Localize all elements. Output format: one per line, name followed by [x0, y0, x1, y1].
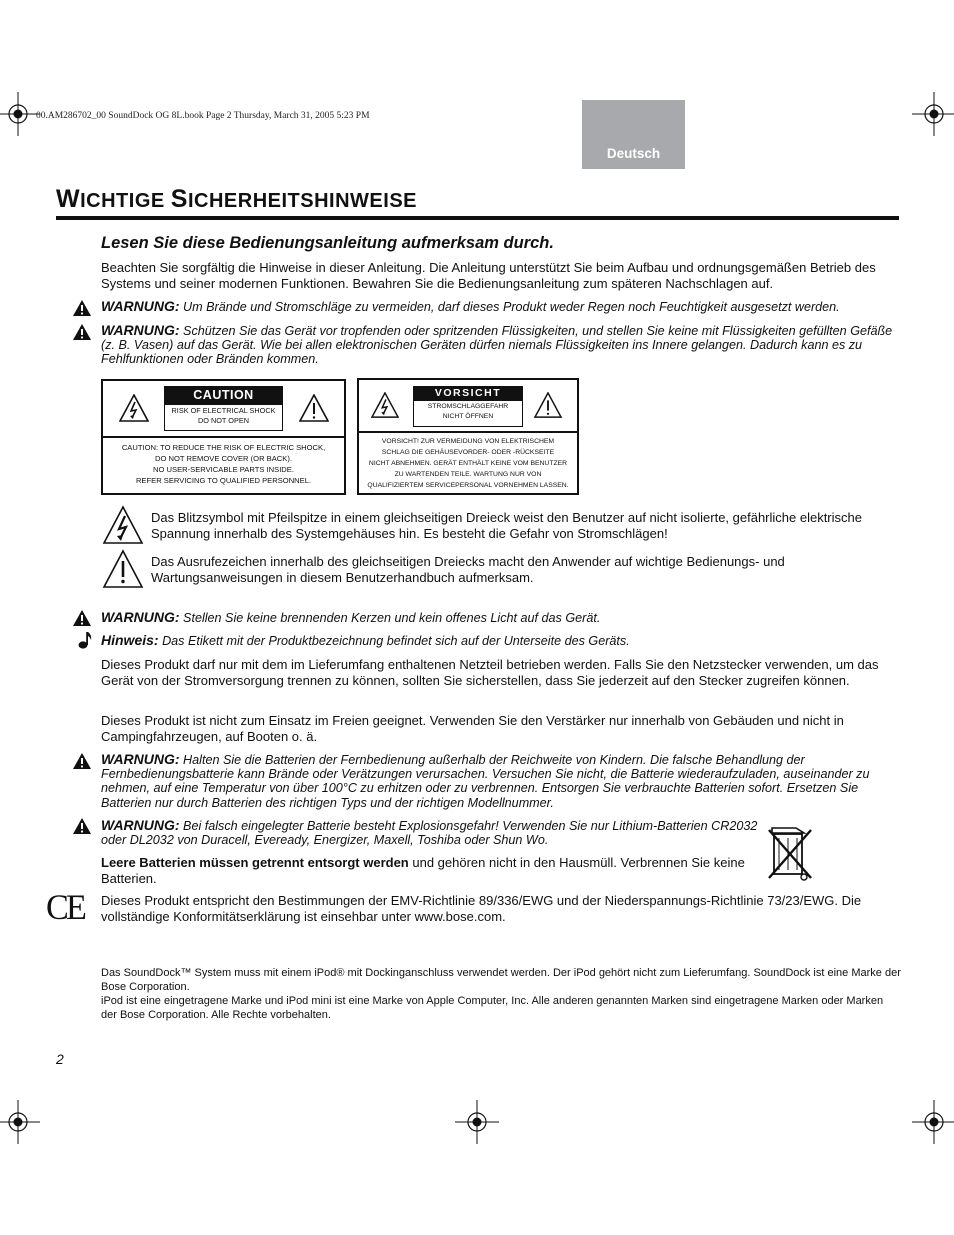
caution-label	[101, 379, 346, 495]
registration-mark-bottom-center-icon	[455, 1100, 499, 1144]
exclamation-triangle-icon	[534, 392, 562, 418]
warning-triangle-icon	[72, 323, 92, 341]
warning-5: WARNUNG: Bei falsch eingelegter Batterie besteht Explosionsgefahr! Verwenden Sie nur Lithium-Batterien CR2032 oder DL2032 von Duracell, Eveready, Energizer, Maxell, Toshiba oder Shun Wo.	[101, 817, 758, 848]
registration-mark-bottom-left-icon	[0, 1100, 40, 1144]
warning-1: WARNUNG: Um Brände und Stromschläge zu vermeiden, darf dieses Produkt weder Regen noch Feuchtigkeit ausgesetzt werden.	[101, 298, 840, 314]
exclamation-triangle-icon	[102, 549, 144, 589]
lightning-triangle-icon	[102, 505, 144, 545]
outdoor-paragraph: Dieses Produkt ist nicht zum Einsatz im Freien geeignet. Verwenden Sie den Verstärker nur innerhalb von Gebäuden und nicht in Campingfahrzeugen, auf Booten o. ä.	[101, 713, 844, 744]
exclamation-triangle-icon	[299, 394, 329, 422]
vorsicht-label	[357, 378, 579, 495]
warning-triangle-icon	[72, 752, 92, 770]
vorsicht-sub: STROMSCHLAGGEFAHR NICHT ÖFFNEN	[413, 401, 523, 427]
title-rule	[56, 216, 899, 220]
lightning-symbol-description: Das Blitzsymbol mit Pfeilspitze in einem gleichseitigen Dreieck weist den Benutzer auf nicht isolierte, gefährliche elektrische Spannung innerhalb des Systemgehäuses hin. Es besteht die Gefahr von Stromschlägen!	[151, 510, 862, 541]
warning-3: WARNUNG: Stellen Sie keine brennenden Kerzen und kein offenes Licht auf das Gerät.	[101, 609, 601, 625]
ce-conformity-paragraph: Dieses Produkt entspricht den Bestimmungen der EMV-Richtlinie 89/336/EWG und der Niederspannungs-Richtlinie 73/23/EWG. Die vollständige Konformitätserklärung ist einsehbar unter www.bose.com.	[101, 893, 862, 924]
language-tab	[582, 100, 685, 169]
battery-disposal-paragraph: Leere Batterien müssen getrennt entsorgt werden und gehören nicht in den Hausmüll. Verbrennen Sie keine Batterien.	[101, 855, 745, 886]
caution-body: CAUTION: TO REDUCE THE RISK OF ELECTRIC SHOCK, DO NOT REMOVE COVER (OR BACK). NO USER-SERVICABLE PARTS INSIDE. REFER SERVICING TO QUALIFIED PERSONNEL.	[121, 443, 326, 485]
crossed-out-bin-icon	[766, 824, 816, 882]
intro-paragraph: Beachten Sie sorgfältig die Hinweise in dieser Anleitung. Die Anleitung unterstützt Sie beim Aufbau und ordnungsgemäßen Betrieb des Systems und seiner modernen Funktionen. Bewahren Sie die Bedienungsanleitung zum späteren Nachschlagen auf.	[101, 260, 876, 291]
registration-mark-top-left-icon	[0, 92, 40, 136]
warning-4: WARNUNG: Halten Sie die Batterien der Fernbedienung außerhalb der Reichweite von Kindern. Die falsche Behandlung der Fernbedienungsbatterie kann Brände oder Verätzungen verursachen. Versuchen Sie nicht, die Batterie wiederaufzuladen, auseinander zu nehmen, auf eine Temperatur von über 100°C zu erhitzen oder zu verbrennen. Entsorgen Sie verbrauchte Batterien sofort. Ersetzen Sie Batterien nur durch Batterien des richtigen Typs und der richtigen Modellnummer.	[101, 751, 870, 810]
warning-triangle-icon	[72, 299, 92, 317]
power-paragraph: Dieses Produkt darf nur mit dem im Lieferumfang enthaltenen Netzteil betrieben werden. Falls Sie den Netzstecker verwenden, um das Gerät von der Stromversorgung trennen zu können, sollten Sie sicherstellen, dass Sie jederzeit auf den Stecker zugreifen können.	[101, 657, 879, 688]
registration-mark-bottom-right-icon	[912, 1100, 954, 1144]
page-number: 2	[56, 1051, 64, 1067]
caution-sub: RISK OF ELECTRICAL SHOCK DO NOT OPEN	[164, 405, 283, 431]
vorsicht-header: VORSICHT	[413, 386, 523, 401]
lightning-triangle-icon	[119, 394, 149, 422]
registration-mark-top-right-icon	[912, 92, 954, 136]
footnote-sounddock: Das SoundDock™ System muss mit einem iPod® mit Dockinganschluss verwendet werden. Der iPod gehört nicht zum Lieferumfang. SoundDock ist eine Marke der Bose Corporation.	[101, 967, 901, 993]
lightning-triangle-icon	[371, 392, 399, 418]
vorsicht-body: VORSICHT! ZUR VERMEIDUNG VON ELEKTRISCHEM SCHLAG DIE GEHÄUSEVORDER- ODER -RÜCKSEITE NICHT ABNEHMEN. GERÄT ENTHÄLT KEINE VOM BENUTZER ZU WARTENDEN TEILE. WARTUNG NUR VON QUALIFIZIERTEM SERVICEPERSONAL VORNEHMEN LASSEN.	[367, 438, 569, 489]
warning-2: WARNUNG: Schützen Sie das Gerät vor tropfenden oder spritzenden Flüssigkeiten, und stellen Sie keine mit Flüssigkeiten gefüllten Gefäße (z. B. Vasen) auf das Gerät. Wie bei allen elektronischen Geräten dürfen niemals Flüssigkeiten ins Innere gelangen. Dadurch kann es zu Fehlfunktionen oder Bränden kommen.	[101, 322, 893, 367]
file-info-line: 00.AM286702_00 SoundDock OG 8L.book Page 2 Thursday, March 31, 2005 5:23 PM	[36, 111, 370, 121]
footnote-trademarks: iPod ist eine eingetragene Marke und iPod mini ist eine Marke von Apple Computer, Inc. Alle anderen genannten Marken sind eingetragene Marken oder Marken der Bose Corporation. Alle Rechte vorbehalten.	[101, 995, 884, 1021]
language-tab-label: Deutsch	[606, 146, 661, 161]
note-icon	[78, 630, 94, 650]
subheading: Lesen Sie diese Bedienungsanleitung aufmerksam durch.	[101, 234, 554, 252]
ce-mark-icon: CE	[46, 887, 85, 927]
caution-header: CAUTION	[164, 386, 283, 405]
exclamation-symbol-description: Das Ausrufezeichen innerhalb des gleichseitigen Dreiecks macht den Anwender auf wichtige Bedienungs- und Wartungsanweisungen in diesem Benutzerhandbuch aufmerksam.	[151, 554, 785, 585]
note: Hinweis: Das Etikett mit der Produktbezeichnung befindet sich auf der Unterseite des Geräts.	[101, 632, 630, 648]
warning-triangle-icon	[72, 609, 92, 627]
page-title: WICHTIGE SICHERHEITSHINWEISE	[56, 185, 418, 213]
warning-triangle-icon	[72, 817, 92, 835]
